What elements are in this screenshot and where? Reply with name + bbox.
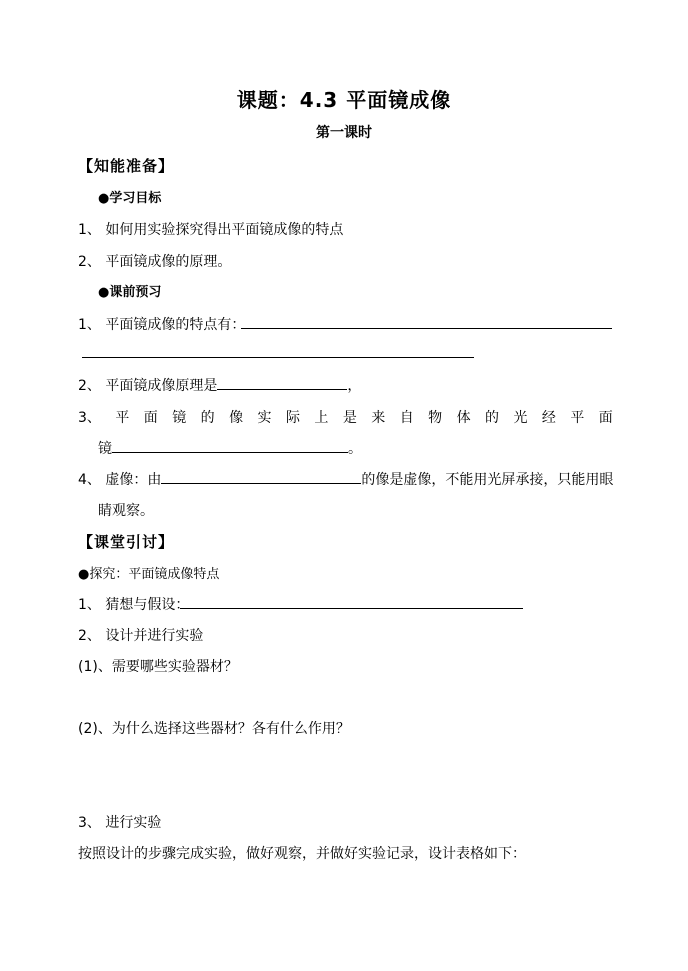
explore-heading: ●探究：平面镜成像特点 [78,567,220,582]
q3-char: 来 [371,410,386,426]
page-title: 课题：4.3 平面镜成像 [236,88,452,112]
q3-char: 面 [143,410,158,426]
answer-blank-hypothesis[interactable] [180,608,523,609]
answer-blank-1a[interactable] [241,328,612,329]
question-2-end: ， [347,378,362,394]
step-2-question-1: (1)、需要哪些实验器材？ [78,659,238,675]
step-3: 3、 进行实验 [78,815,162,831]
question-2-text: 2、 平面镜成像原理是 [78,378,218,394]
q3-char: 平 [570,410,585,426]
q3-char: 是 [342,410,357,426]
goal-item-1: 1、 如何用实验探究得出平面镜成像的特点 [78,222,344,238]
preview-question-1: 1、 平面镜成像的特点有： [78,317,246,333]
q3-char: 上 [314,410,329,426]
step-3-text: 按照设计的步骤完成实验，做好观察，并做好实验记录，设计表格如下： [78,846,526,862]
q3-char: 光 [513,410,528,426]
preview-question-4 [78,469,613,489]
question-3-end: 。 [348,441,362,457]
section-heading-class: 【课堂引讨】 [78,533,175,551]
q3-char: 镜 [172,410,187,426]
preview-question-4-continued: 睛观察。 [98,503,154,519]
section-heading-prep: 【知能准备】 [78,157,175,175]
q3-char: 平 [115,410,130,426]
q3-char: 物 [428,410,443,426]
q3-char: 的 [485,410,500,426]
preview-heading: ●课前预习 [98,285,162,300]
answer-blank-4[interactable] [161,469,361,484]
preview-question-3-continued [98,438,362,458]
q3-char: 体 [456,410,471,426]
q3-char: 际 [285,410,300,426]
question-3-text: 镜 [98,441,112,457]
goal-item-2: 2、 平面镜成像的原理。 [78,254,232,270]
step-2: 2、 设计并进行实验 [78,628,204,644]
answer-blank-2[interactable] [217,375,347,390]
q3-char: 经 [541,410,556,426]
q3-char: 3、 [78,410,101,426]
question-4-end: 的像是虚像，不能用光屏承接，只能用眼 [361,472,614,488]
goals-heading: ●学习目标 [98,191,162,206]
q3-char: 面 [598,410,613,426]
answer-blank-3[interactable] [112,438,348,453]
q3-char: 的 [200,410,215,426]
q3-char: 实 [257,410,272,426]
preview-question-2 [78,375,361,395]
preview-question-3 [78,407,613,427]
answer-blank-1b[interactable] [82,357,474,358]
question-4-text: 4、 虚像：由 [78,472,162,488]
step-2-question-2: (2)、为什么选择这些器材？各有什么作用？ [78,721,350,737]
q3-char: 像 [229,410,244,426]
step-1: 1、 猜想与假设： [78,597,190,613]
page-subtitle: 第一课时 [316,125,372,141]
q3-char: 自 [399,410,414,426]
